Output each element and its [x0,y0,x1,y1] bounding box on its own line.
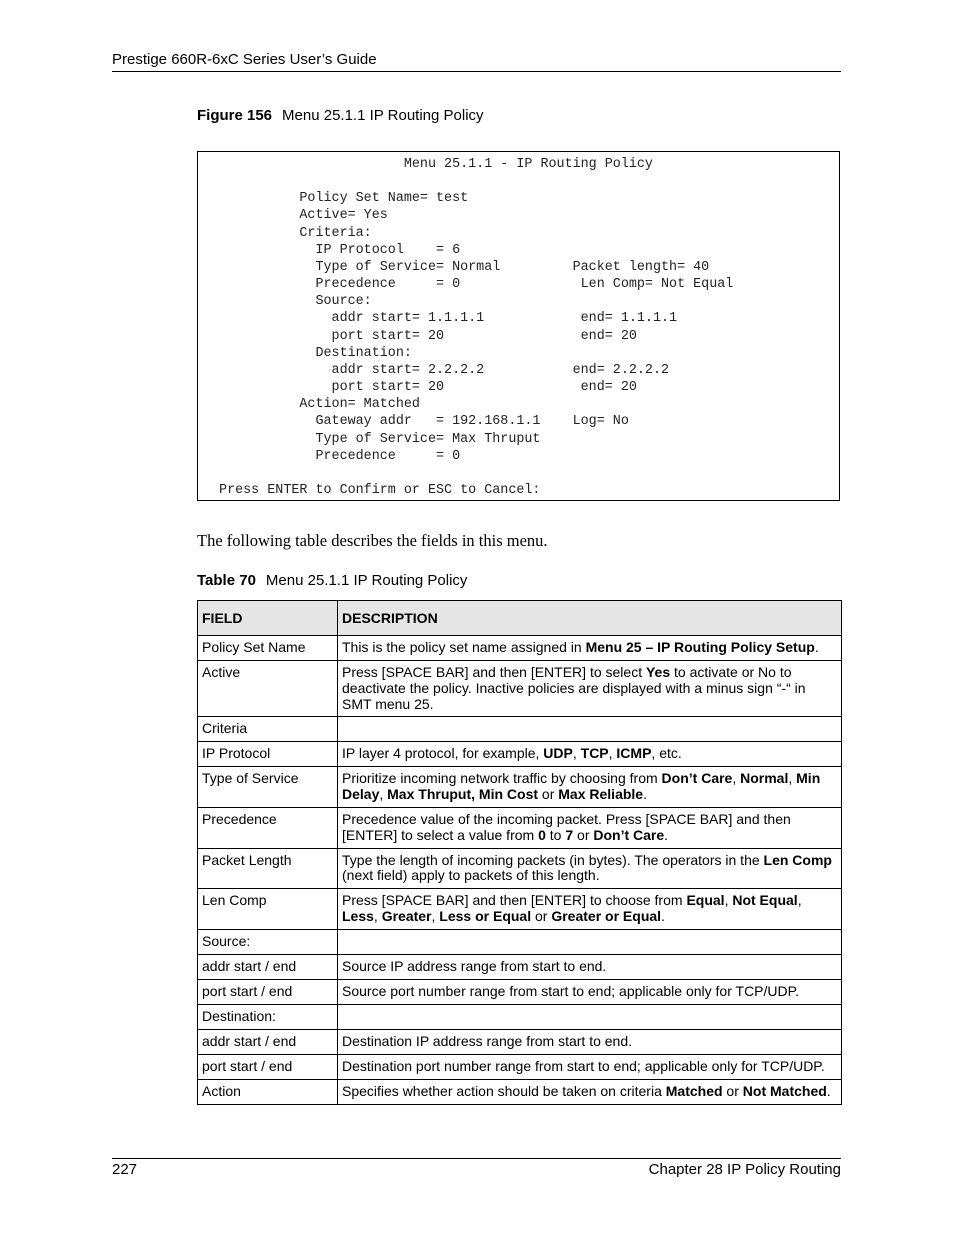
figure-caption [197,107,484,124]
description-text: Source port number range from start to end; applicable only for TCP/UDP. [342,982,800,999]
smt-menu-text: Menu 25.1.1 - IP Routing Policy Policy Set Name= test Active= Yes Criteria: IP Protocol = 6 Type of Service= Normal Packet length= 40 Precedence = 0 Len Comp= Not Equal Source: addr start= 1.1.1.1 end= 1.1.1.1 port start= 20 end= 20 Destination: addr start= 2.2.2.2 end= 2.2.2.2 port start= 20 end= 20 Action= Matched Gateway addr = 192.168.1.1 Log= No Type of Service= Max Thruput Precedence = 0 Press ENTER to Confirm or ESC to Cancel: [219,157,734,498]
table-header-row [198,601,842,636]
description-text: or [573,826,594,843]
description-text: , [732,770,741,787]
field-description-cell [338,954,842,979]
field-description-cell [338,742,842,767]
table-row [198,717,842,742]
field-description-cell [338,661,842,717]
description-text: , [788,770,797,787]
field-name-cell: Type of Service [198,767,338,808]
field-name-cell: Criteria [198,717,338,742]
description-text: , [608,745,617,762]
description-text: . [814,639,819,655]
description-text: , [431,907,440,924]
column-header-field: FIELD [198,601,338,636]
field-name-cell: Active [198,661,338,717]
table-row [198,1004,842,1029]
table-row [198,636,842,661]
field-description-table [197,600,842,1105]
description-bold-text: TCP [580,745,609,762]
column-header-description: DESCRIPTION [338,601,842,636]
description-bold-text: Equal [686,892,725,909]
intro-paragraph: The following table describes the fields in this menu. [197,531,548,550]
page-number: 227 [112,1161,138,1178]
description-bold-text: Max Reliable [558,786,644,803]
description-text: . [826,1082,831,1099]
description-text: Type the length of incoming packets (in bytes). The operators in the [342,851,764,868]
description-text: (next field) apply to packets of this length. [342,867,600,884]
description-bold-text: Greater or Equal [551,907,662,924]
description-bold-text: Matched [665,1082,723,1099]
description-text: , [379,786,388,803]
description-text: Precedence value of the incoming packet. Press [SPACE BAR] and then [ENTER] to select a value from [342,810,791,843]
description-bold-text: Less [342,907,374,924]
table-label: Table 70 [197,572,256,589]
table-row [198,848,842,889]
description-text: , [797,892,802,909]
running-header: Prestige 660R-6xC Series User’s Guide [112,51,377,68]
table-row [198,1029,842,1054]
table-caption [197,572,467,589]
field-name-cell: port start / end [198,1054,338,1079]
description-bold-text: UDP [543,745,573,762]
field-name-cell: addr start / end [198,954,338,979]
description-bold-text: Len Comp [763,851,832,868]
field-description-cell [338,979,842,1004]
footer-rule [112,1158,841,1159]
table-body [198,636,842,1105]
description-text: Destination port number range from start to end; applicable only for TCP/UDP. [342,1057,825,1074]
description-bold-text: ICMP [616,745,652,762]
figure-label: Figure 156 [197,107,273,124]
field-description-cell [338,636,842,661]
description-text: Destination IP address range from start to end. [342,1032,633,1049]
description-bold-text: Don’t Care [661,770,733,787]
description-text: This is the policy set name assigned in [342,639,586,655]
description-bold-text: Normal [740,770,789,787]
table-row [198,1079,842,1104]
chapter-title: Chapter 28 IP Policy Routing [648,1161,841,1178]
description-bold-text: Not Equal [732,892,798,909]
field-name-cell: Packet Length [198,848,338,889]
description-text: Prioritize incoming network traffic by choosing from [342,770,662,787]
field-description-cell [338,807,842,848]
smt-menu-screen [197,151,840,501]
table-row [198,807,842,848]
table-row [198,661,842,717]
description-bold-text: Less or Equal [439,907,532,924]
table-row [198,954,842,979]
description-bold-text: Don’t Care [593,826,665,843]
description-text: , [724,892,733,909]
description-text: , [572,745,581,762]
table-row [198,1054,842,1079]
field-name-cell: Destination: [198,1004,338,1029]
description-text: Specifies whether action should be taken on criteria [342,1082,666,1099]
description-text: . [664,826,669,843]
field-name-cell: Precedence [198,807,338,848]
description-bold-text: Yes [645,664,671,680]
field-description-cell [338,1004,842,1029]
table-row [198,742,842,767]
field-description-cell [338,1079,842,1104]
description-text: Source IP address range from start to end. [342,957,607,974]
description-bold-text: 7 [565,826,574,843]
field-description-cell [338,1054,842,1079]
description-bold-text: Greater [381,907,432,924]
field-description-cell [338,929,842,954]
description-text: or [538,786,559,803]
field-name-cell: Policy Set Name [198,636,338,661]
description-bold-text: Max Thruput, Min Cost [387,786,539,803]
description-text: to [545,826,566,843]
description-bold-text: Not Matched [742,1082,827,1099]
field-description-cell [338,1029,842,1054]
field-name-cell: addr start / end [198,1029,338,1054]
description-bold-text: Menu 25 – IP Routing Policy Setup [585,639,815,655]
table-row [198,767,842,808]
field-name-cell: port start / end [198,979,338,1004]
description-text: , [373,907,382,924]
table-row [198,889,842,930]
description-text: , etc. [651,745,682,762]
field-description-cell [338,767,842,808]
field-name-cell: IP Protocol [198,742,338,767]
field-name-cell: Len Comp [198,889,338,930]
table-row [198,929,842,954]
description-text: Press [SPACE BAR] and then [ENTER] to choose from [342,892,687,909]
figure-title: Menu 25.1.1 IP Routing Policy [282,107,484,124]
field-name-cell: Source: [198,929,338,954]
field-description-cell [338,889,842,930]
table-title: Menu 25.1.1 IP Routing Policy [265,572,468,589]
description-text: . [661,907,665,924]
description-text: Press [SPACE BAR] and then [ENTER] to select [342,664,646,680]
description-bold-text: 0 [538,826,546,843]
field-name-cell: Action [198,1079,338,1104]
description-text: . [643,786,647,803]
description-text: IP layer 4 protocol, for example, [342,745,544,762]
description-text: or [531,907,552,924]
table-row [198,979,842,1004]
description-bold-text: Min Delay [342,770,821,803]
description-text: to activate or No to deactivate the policy. Inactive policies are displayed with a minus sign “-“ in SMT menu 25. [342,664,806,712]
description-text: or [722,1082,743,1099]
field-description-cell [338,848,842,889]
field-description-cell [338,717,842,742]
